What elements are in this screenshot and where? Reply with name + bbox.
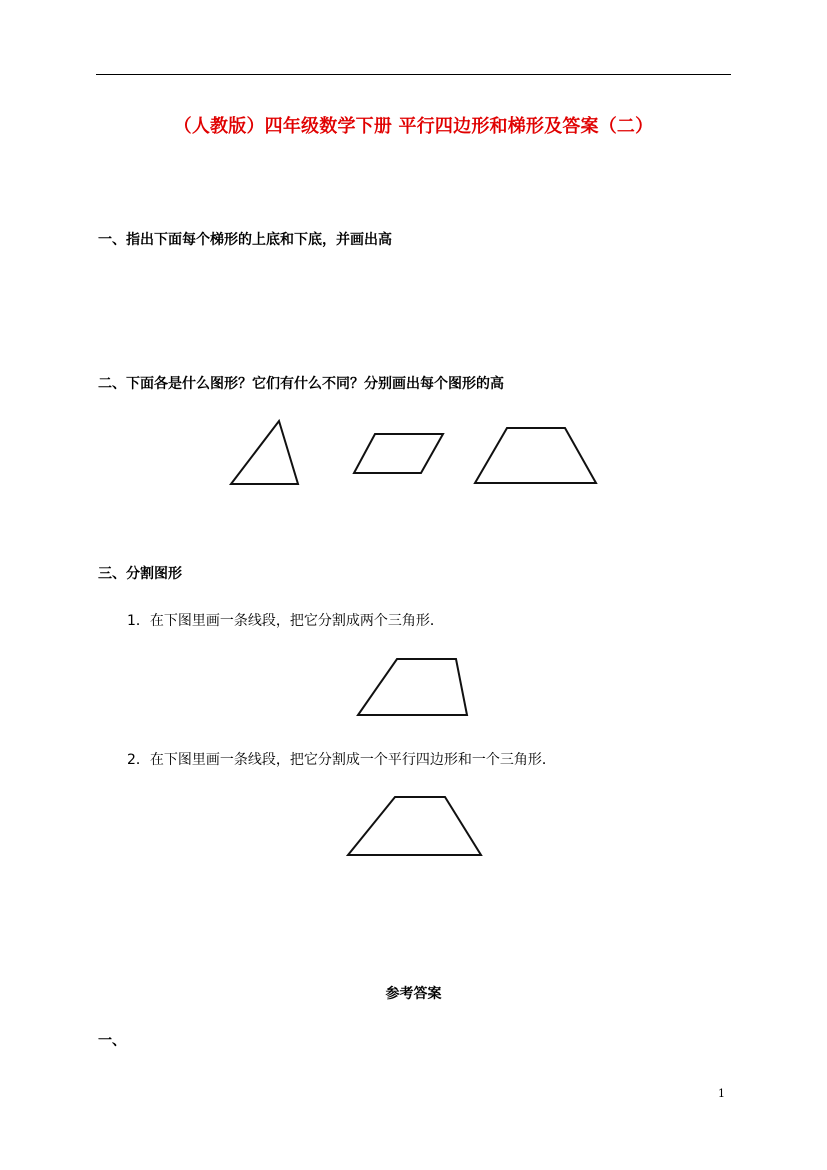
trapezoid-shape: [475, 428, 596, 483]
question-1-text: 1．在下图里画一条线段，把它分割成两个三角形．: [127, 613, 444, 629]
section-2-heading: 二、下面各是什么图形？它们有什么不同？分别画出每个图形的高: [98, 376, 504, 392]
q2-trapezoid-shape: [348, 797, 481, 855]
figure-triangle: [228, 418, 302, 488]
header-rule: [96, 74, 731, 75]
answers-title: 参考答案: [385, 986, 442, 1002]
figure-parallelogram: [352, 432, 446, 476]
figure-trapezoid: [473, 426, 599, 486]
answers-section-1: 一、: [98, 1033, 126, 1049]
parallelogram-shape: [354, 434, 443, 473]
section-3-heading: 三、分割图形: [98, 566, 182, 582]
figure-q2-trapezoid: [346, 795, 484, 858]
question-2-text: 2．在下图里画一条线段，把它分割成一个平行四边形和一个三角形．: [127, 752, 556, 768]
q1-trapezoid-shape: [358, 659, 467, 715]
document-title: （人教版）四年级数学下册 平行四边形和梯形及答案（二）: [173, 116, 654, 137]
triangle-shape: [231, 421, 298, 484]
figure-q1-trapezoid: [356, 657, 470, 719]
section-1-heading: 一、指出下面每个梯形的上底和下底，并画出高: [98, 232, 392, 248]
page-number: 1: [718, 1087, 725, 1100]
